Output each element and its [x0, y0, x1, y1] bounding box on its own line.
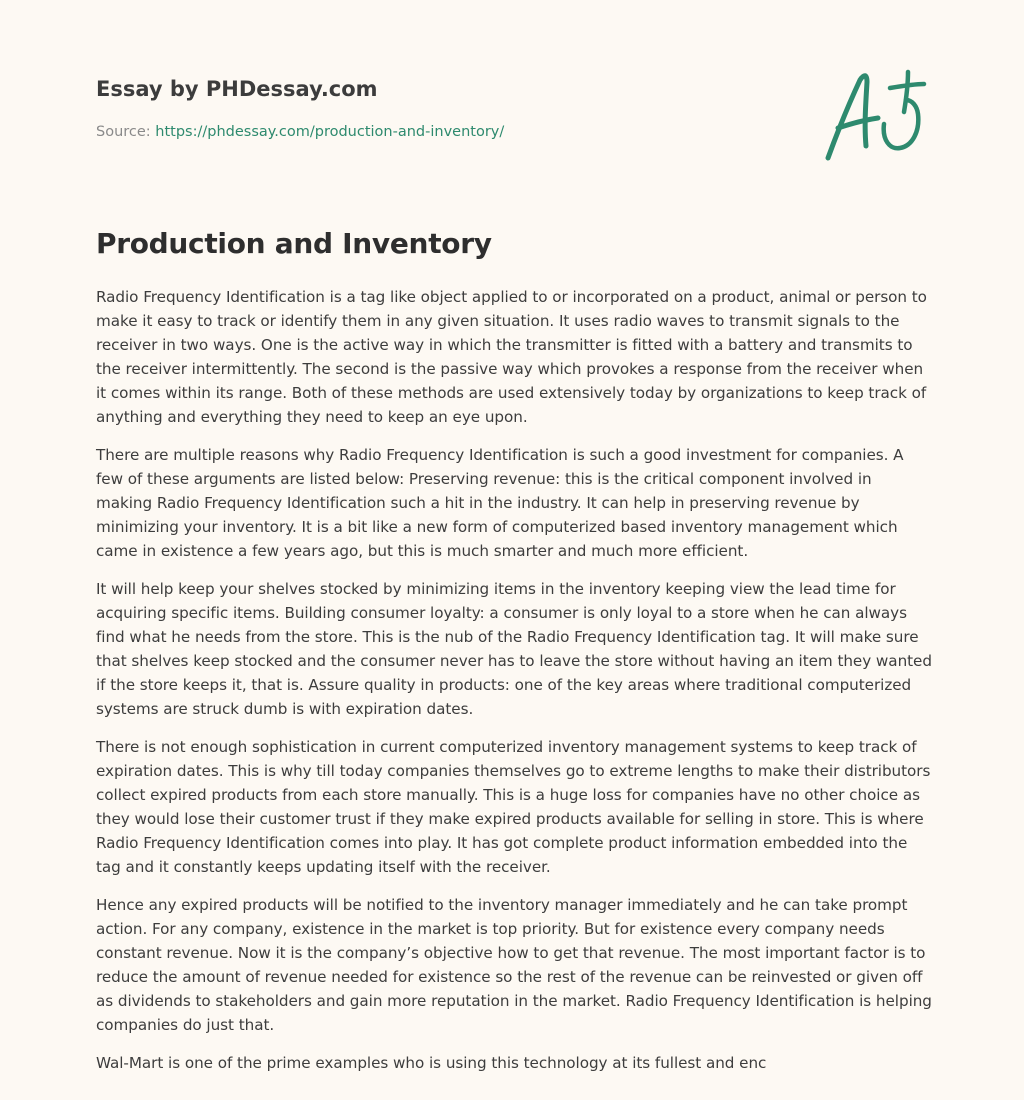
- source-line: [96, 122, 796, 142]
- essay-paragraph-1: Radio Frequency Identification is a tag like object applied to or incorporated on a product, animal or person to make it easy to track or identify them in any given situation. It uses radio waves to transmit signals to the receiver in two ways. One is the active way in which the transmitter is fitted with a battery and transmits to the receiver intermittently. The second is the passive way which provokes a response from the receiver when it comes within its range. Both of these methods are used extensively today by organizations to keep track of anything and everything they need to keep an eye upon.: [96, 288, 927, 426]
- source-link[interactable]: https://phdessay.com/production-and-inventory/: [155, 124, 505, 140]
- a-plus-grade-icon: [820, 66, 930, 166]
- site-title: Essay by PHDessay.com: [96, 77, 378, 101]
- essay-paragraph-6: Wal-Mart is one of the prime examples who is using this technology at its fullest and enc: [96, 1054, 767, 1072]
- source-label: Source:: [96, 124, 156, 140]
- essay-paragraph-3: It will help keep your shelves stocked by minimizing items in the inventory keeping view the lead time for acquiring specific items. Building consumer loyalty: a consumer is only loyal to a store when he can always find what he needs from the store. This is the nub of the Radio Frequency Identification tag. It will make sure that shelves keep stocked and the consumer never has to leave the store without having an item they wanted if the store keeps it, that is. Assure quality in products: one of the key areas where traditional computerized systems are struck dumb is with expiration dates.: [96, 580, 932, 718]
- essay-body: [96, 285, 932, 1089]
- essay-title: Production and Inventory: [96, 227, 492, 260]
- essay-paragraph-5: Hence any expired products will be notified to the inventory manager immediately and he can take prompt action. For any company, existence in the market is top priority. But for existence every company needs constant revenue. Now it is the company’s objective how to get that revenue. The most important factor is to reduce the amount of revenue needed for existence so the rest of the revenue can be reinvested or given off as dividends to stakeholders and gain more reputation in the market. Radio Frequency Identification is helping companies do just that.: [96, 896, 932, 1034]
- page-header: [96, 72, 796, 142]
- essay-paragraph-2: There are multiple reasons why Radio Frequency Identification is such a good investment for companies. A few of these arguments are listed below: Preserving revenue: this is the critical component involved in making Radio Frequency Identification such a hit in the industry. It can help in preserving revenue by minimizing your inventory. It is a bit like a new form of computerized based inventory management which came in existence a few years ago, but this is much smarter and much more efficient.: [96, 446, 904, 560]
- essay-paragraph-4: There is not enough sophistication in current computerized inventory management systems to keep track of expiration dates. This is why till today companies themselves go to extreme lengths to make their distributors collect expired products from each store manually. This is a huge loss for companies have no other choice as they would lose their customer trust if they make expired products available for selling in store. This is where Radio Frequency Identification comes into play. It has got complete product information embedded into the tag and it constantly keeps updating itself with the receiver.: [96, 738, 931, 876]
